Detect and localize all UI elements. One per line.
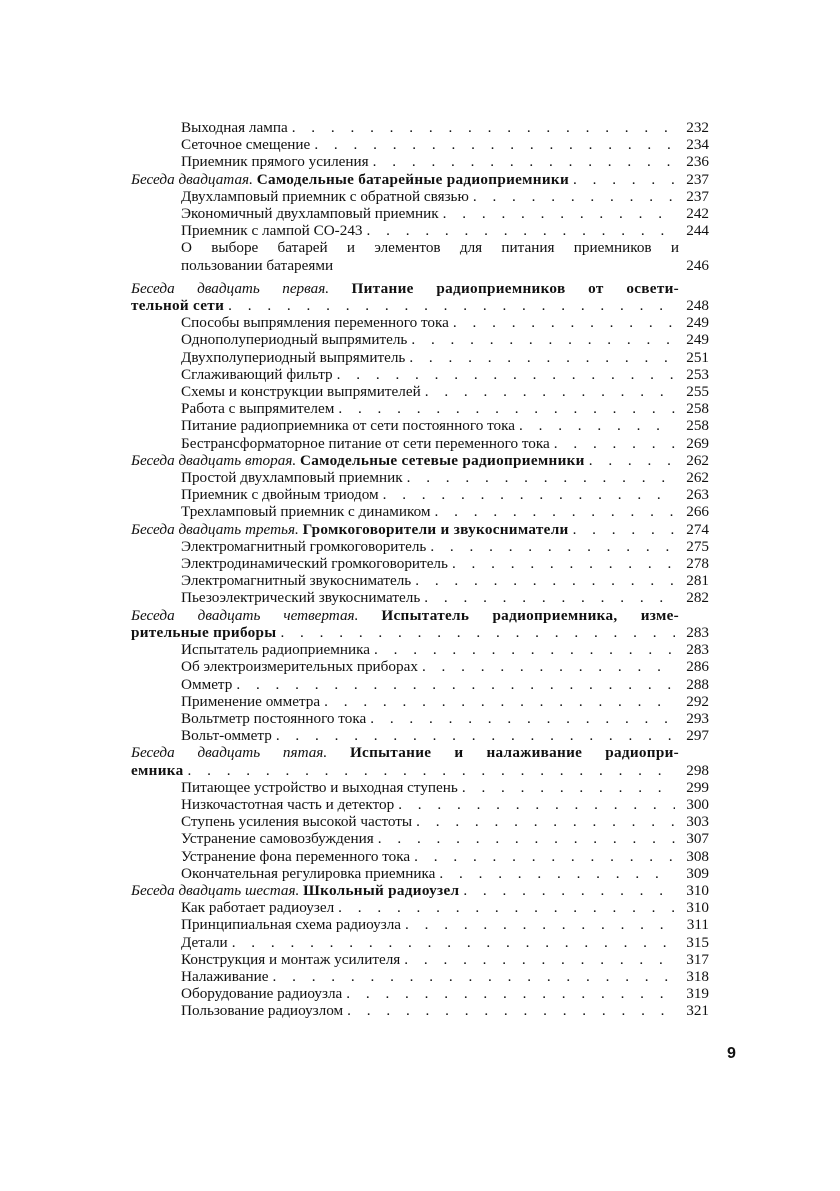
dot-leader <box>398 796 675 813</box>
dot-leader <box>435 503 675 520</box>
toc-section-heading-end <box>131 762 709 779</box>
toc-entry <box>131 153 709 170</box>
dot-leader <box>414 848 675 865</box>
toc-entry-title: Вольтметр постоянного тока <box>181 709 367 727</box>
toc-entry-title: Питание радиоприемника от сети постоянного тока <box>181 417 516 435</box>
toc-page-number: 274 <box>686 520 709 538</box>
toc-page-number: 275 <box>686 537 709 555</box>
section-prefix: Беседа двадцать пятая. <box>131 744 328 762</box>
toc-entry-title: Трехламповый приемник с динамиком <box>181 503 431 521</box>
toc-entry <box>131 951 709 968</box>
toc-entry <box>131 796 709 813</box>
toc-entry <box>131 555 709 572</box>
toc-entry-title: Питающее устройство и выходная ступень <box>181 778 458 796</box>
toc-entry-title: Устранение фона переменного тока <box>181 847 411 865</box>
toc-entry-title: Низкочастотная часть и детектор <box>181 795 395 813</box>
section-title-line1: Испытание и налаживание радиопри- <box>349 744 679 762</box>
toc-entry-title: Двухламповый приемник с обратной связью <box>181 187 469 205</box>
dot-leader <box>452 555 675 572</box>
section-prefix: Беседа двадцать вторая. <box>131 451 297 469</box>
dot-leader <box>338 400 675 417</box>
dot-leader <box>292 119 675 136</box>
dot-leader <box>425 383 675 400</box>
toc-section-heading <box>131 280 709 297</box>
toc-page-number: 234 <box>686 136 709 154</box>
dot-leader <box>346 985 675 1002</box>
toc-entry <box>131 366 709 383</box>
dot-leader <box>573 521 675 538</box>
page-number: 9 <box>727 1045 736 1062</box>
toc-entry-title: Детали <box>181 933 228 951</box>
toc-section-heading <box>131 452 709 469</box>
toc-entry <box>131 676 709 693</box>
toc-entry <box>131 693 709 710</box>
toc-entry-title: Бестрансформаторное питание от сети переменного тока <box>181 434 550 452</box>
toc-entry-title: Конструкция и монтаж усилителя <box>181 950 401 968</box>
section-prefix: Беседа двадцать шестая. <box>131 881 300 899</box>
toc-section-heading <box>131 882 709 899</box>
toc-entry <box>131 222 709 239</box>
dot-leader <box>589 452 675 469</box>
toc-page-number: 269 <box>686 434 709 452</box>
toc-entry <box>131 486 709 503</box>
toc-entry-title: Омметр <box>181 675 233 693</box>
toc-entry <box>131 119 709 136</box>
toc-entry <box>131 503 709 520</box>
toc-section-heading <box>131 607 709 624</box>
section-title-line2: емника <box>131 761 184 779</box>
toc-page-number: 258 <box>686 400 709 418</box>
dot-leader <box>228 297 675 314</box>
toc-entry <box>131 830 709 847</box>
toc-entry-title: Окончательная регулировка приемника <box>181 864 436 882</box>
toc-entry-title: Применение омметра <box>181 692 321 710</box>
toc-section-heading <box>131 521 709 538</box>
toc-page-number: 283 <box>686 623 709 641</box>
dot-leader <box>276 727 675 744</box>
toc-entry <box>131 589 709 606</box>
dot-leader <box>424 589 675 606</box>
dot-leader <box>409 349 675 366</box>
toc-entry <box>131 641 709 658</box>
dot-leader <box>554 435 675 452</box>
toc-page-number: 319 <box>686 985 709 1003</box>
toc-entry-title: Приемник прямого усиления <box>181 153 369 171</box>
dot-leader <box>383 486 675 503</box>
toc-page-number: 308 <box>686 847 709 865</box>
toc-entry-title: Способы выпрямления переменного тока <box>181 314 449 332</box>
section-title-line1: Питание радиоприемников от освети- <box>351 279 679 297</box>
dot-leader <box>273 968 676 985</box>
toc-entry <box>131 727 709 744</box>
toc-entry-wrapped <box>131 239 709 256</box>
dot-leader <box>462 779 675 796</box>
dot-leader <box>443 205 675 222</box>
toc-page-number: 300 <box>686 795 709 813</box>
dot-leader <box>378 830 675 847</box>
toc-entry-title: Однополупериодный выпрямитель <box>181 331 408 349</box>
dot-leader <box>439 865 675 882</box>
section-title: Громкоговорители и звукосниматели <box>302 520 569 538</box>
toc-page-number: 292 <box>686 692 709 710</box>
toc-page-number: 237 <box>686 170 709 188</box>
toc-entry-title: Приемник с лампой СО-243 <box>181 222 363 240</box>
toc-page-number: 258 <box>686 417 709 435</box>
toc-page-number: 303 <box>686 813 709 831</box>
toc-page-number: 266 <box>686 503 709 521</box>
toc-entry <box>131 813 709 830</box>
toc-entry-title: Вольт-омметр <box>181 727 272 745</box>
toc-entry <box>131 136 709 153</box>
dot-leader <box>367 222 675 239</box>
toc-entry <box>131 899 709 916</box>
dot-leader <box>404 951 675 968</box>
table-of-contents <box>131 119 709 1020</box>
toc-page-number: 321 <box>686 1002 709 1020</box>
toc-page-number: 237 <box>686 187 709 205</box>
dot-leader <box>347 1002 675 1019</box>
toc-page-number: 288 <box>686 675 709 693</box>
toc-entry-title: Оборудование радиоузла <box>181 985 343 1003</box>
section-title: Самодельные батарейные радиоприемники <box>256 170 570 188</box>
toc-section-heading <box>131 171 709 188</box>
dot-leader <box>422 658 675 675</box>
toc-entry-title: Ступень усиления высокой частоты <box>181 813 413 831</box>
toc-section-heading-end <box>131 624 709 641</box>
toc-page-number: 263 <box>686 486 709 504</box>
toc-page-number: 278 <box>686 555 709 573</box>
dot-leader <box>415 572 675 589</box>
toc-page-number: 286 <box>686 658 709 676</box>
section-title: Школьный радиоузел <box>303 881 460 899</box>
toc-entry-title: Пьезоэлектрический звукосниматель <box>181 589 421 607</box>
toc-page-number: 311 <box>686 916 709 934</box>
toc-page-number: 249 <box>686 314 709 332</box>
toc-entry <box>131 968 709 985</box>
toc-entry-title: Сглаживающий фильтр <box>181 365 333 383</box>
toc-entry <box>131 985 709 1002</box>
toc-entry <box>131 417 709 434</box>
toc-entry-title: Выходная лампа <box>181 119 288 136</box>
section-title-line2: рительные приборы <box>131 623 277 641</box>
toc-entry <box>131 865 709 882</box>
toc-page-number: 248 <box>686 297 709 315</box>
dot-leader <box>411 331 675 348</box>
toc-entry <box>131 779 709 796</box>
dot-leader <box>374 641 675 658</box>
toc-entry-title: Электромагнитный звукосниматель <box>181 572 412 590</box>
toc-page-number: 244 <box>686 222 709 240</box>
toc-entry <box>131 469 709 486</box>
toc-entry <box>131 205 709 222</box>
toc-entry-title: Электродинамический громкоговоритель <box>181 555 448 573</box>
toc-page-number: 262 <box>686 451 709 469</box>
toc-entry-title-line2: пользовании батареями <box>181 256 334 274</box>
toc-page-number: 310 <box>686 881 709 899</box>
toc-entry-title: Пользование радиоузлом <box>181 1002 344 1020</box>
dot-leader <box>453 314 675 331</box>
dot-leader <box>188 762 675 779</box>
dot-leader <box>405 916 675 933</box>
toc-entry-title: Простой двухламповый приемник <box>181 469 403 487</box>
dot-leader <box>373 153 675 170</box>
toc-section-heading <box>131 744 709 761</box>
toc-entry-title: Работа с выпрямителем <box>181 400 335 418</box>
toc-entry-title: Двухполупериодный выпрямитель <box>181 348 406 366</box>
toc-page-number: 293 <box>686 709 709 727</box>
toc-entry <box>131 331 709 348</box>
toc-entry <box>131 400 709 417</box>
toc-page-number: 317 <box>686 950 709 968</box>
dot-leader <box>370 710 675 727</box>
toc-page-number: 242 <box>686 205 709 223</box>
toc-entry-title: Испытатель радиоприемника <box>181 641 371 659</box>
toc-entry-title: Схемы и конструкции выпрямителей <box>181 383 421 401</box>
dot-leader <box>430 538 675 555</box>
toc-page-number: 299 <box>686 778 709 796</box>
toc-entry <box>131 710 709 727</box>
dot-leader <box>519 417 675 434</box>
section-title: Самодельные сетевые радиоприемники <box>299 451 585 469</box>
toc-entry-title: Принципиальная схема радиоузла <box>181 916 402 934</box>
toc-entry-title: Электромагнитный громкоговоритель <box>181 537 427 555</box>
toc-entry-title: Налаживание <box>181 967 269 985</box>
toc-page-number: 315 <box>686 933 709 951</box>
dot-leader <box>280 624 675 641</box>
section-title-line1: Испытатель радиоприемника, изме- <box>381 606 680 624</box>
toc-page-number: 232 <box>686 119 709 136</box>
toc-entry-title: Приемник с двойным триодом <box>181 486 379 504</box>
toc-page-number: 262 <box>686 469 709 487</box>
dot-leader <box>337 366 675 383</box>
toc-page-number: 298 <box>686 761 709 779</box>
section-title-line2: тельной сети <box>131 297 225 315</box>
toc-entry <box>131 349 709 366</box>
toc-page-number: 253 <box>686 365 709 383</box>
toc-section-heading-end <box>131 297 709 314</box>
section-prefix: Беседа двадцатая. <box>131 170 253 188</box>
section-prefix: Беседа двадцать третья. <box>131 520 299 538</box>
toc-entry-title: Сеточное смещение <box>181 136 311 154</box>
dot-leader <box>338 899 675 916</box>
toc-page-number: 255 <box>686 383 709 401</box>
dot-leader <box>463 882 675 899</box>
toc-entry-title-line1: О выборе батарей и элементов для питания приемников и <box>181 239 679 257</box>
section-prefix: Беседа двадцать четвертая. <box>131 606 359 624</box>
toc-page-number: 283 <box>686 641 709 659</box>
dot-leader <box>324 693 675 710</box>
toc-entry-title: Экономичный двухламповый приемник <box>181 205 439 223</box>
toc-page-number: 297 <box>686 727 709 745</box>
toc-page-number: 307 <box>686 830 709 848</box>
toc-page-number: 249 <box>686 331 709 349</box>
toc-page-number: 246 <box>686 256 709 274</box>
toc-entry-title: Об электроизмерительных приборах <box>181 658 418 676</box>
dot-leader <box>314 136 675 153</box>
toc-page-number: 282 <box>686 589 709 607</box>
toc-entry-title: Как работает радиоузел <box>181 899 335 917</box>
toc-page-number: 236 <box>686 153 709 171</box>
section-prefix: Беседа двадцать первая. <box>131 279 330 297</box>
toc-entry <box>131 848 709 865</box>
toc-entry-title: Устранение самовозбуждения <box>181 830 374 848</box>
toc-page-number: 318 <box>686 967 709 985</box>
toc-entry <box>131 658 709 675</box>
dot-leader <box>416 813 675 830</box>
toc-entry <box>131 916 709 933</box>
toc-page-number: 281 <box>686 572 709 590</box>
dot-leader <box>232 934 675 951</box>
dot-leader <box>473 188 675 205</box>
toc-entry <box>131 934 709 951</box>
toc-entry <box>131 1002 709 1019</box>
toc-entry <box>131 538 709 555</box>
toc-entry-wrapped-end <box>131 257 709 274</box>
toc-entry <box>131 435 709 452</box>
toc-entry <box>131 188 709 205</box>
toc-entry <box>131 383 709 400</box>
toc-entry <box>131 314 709 331</box>
toc-page-number: 310 <box>686 899 709 917</box>
toc-entry <box>131 572 709 589</box>
toc-page-number: 309 <box>686 864 709 882</box>
dot-leader <box>407 469 675 486</box>
dot-leader <box>573 171 675 188</box>
dot-leader <box>236 676 675 693</box>
toc-page-number: 251 <box>686 348 709 366</box>
